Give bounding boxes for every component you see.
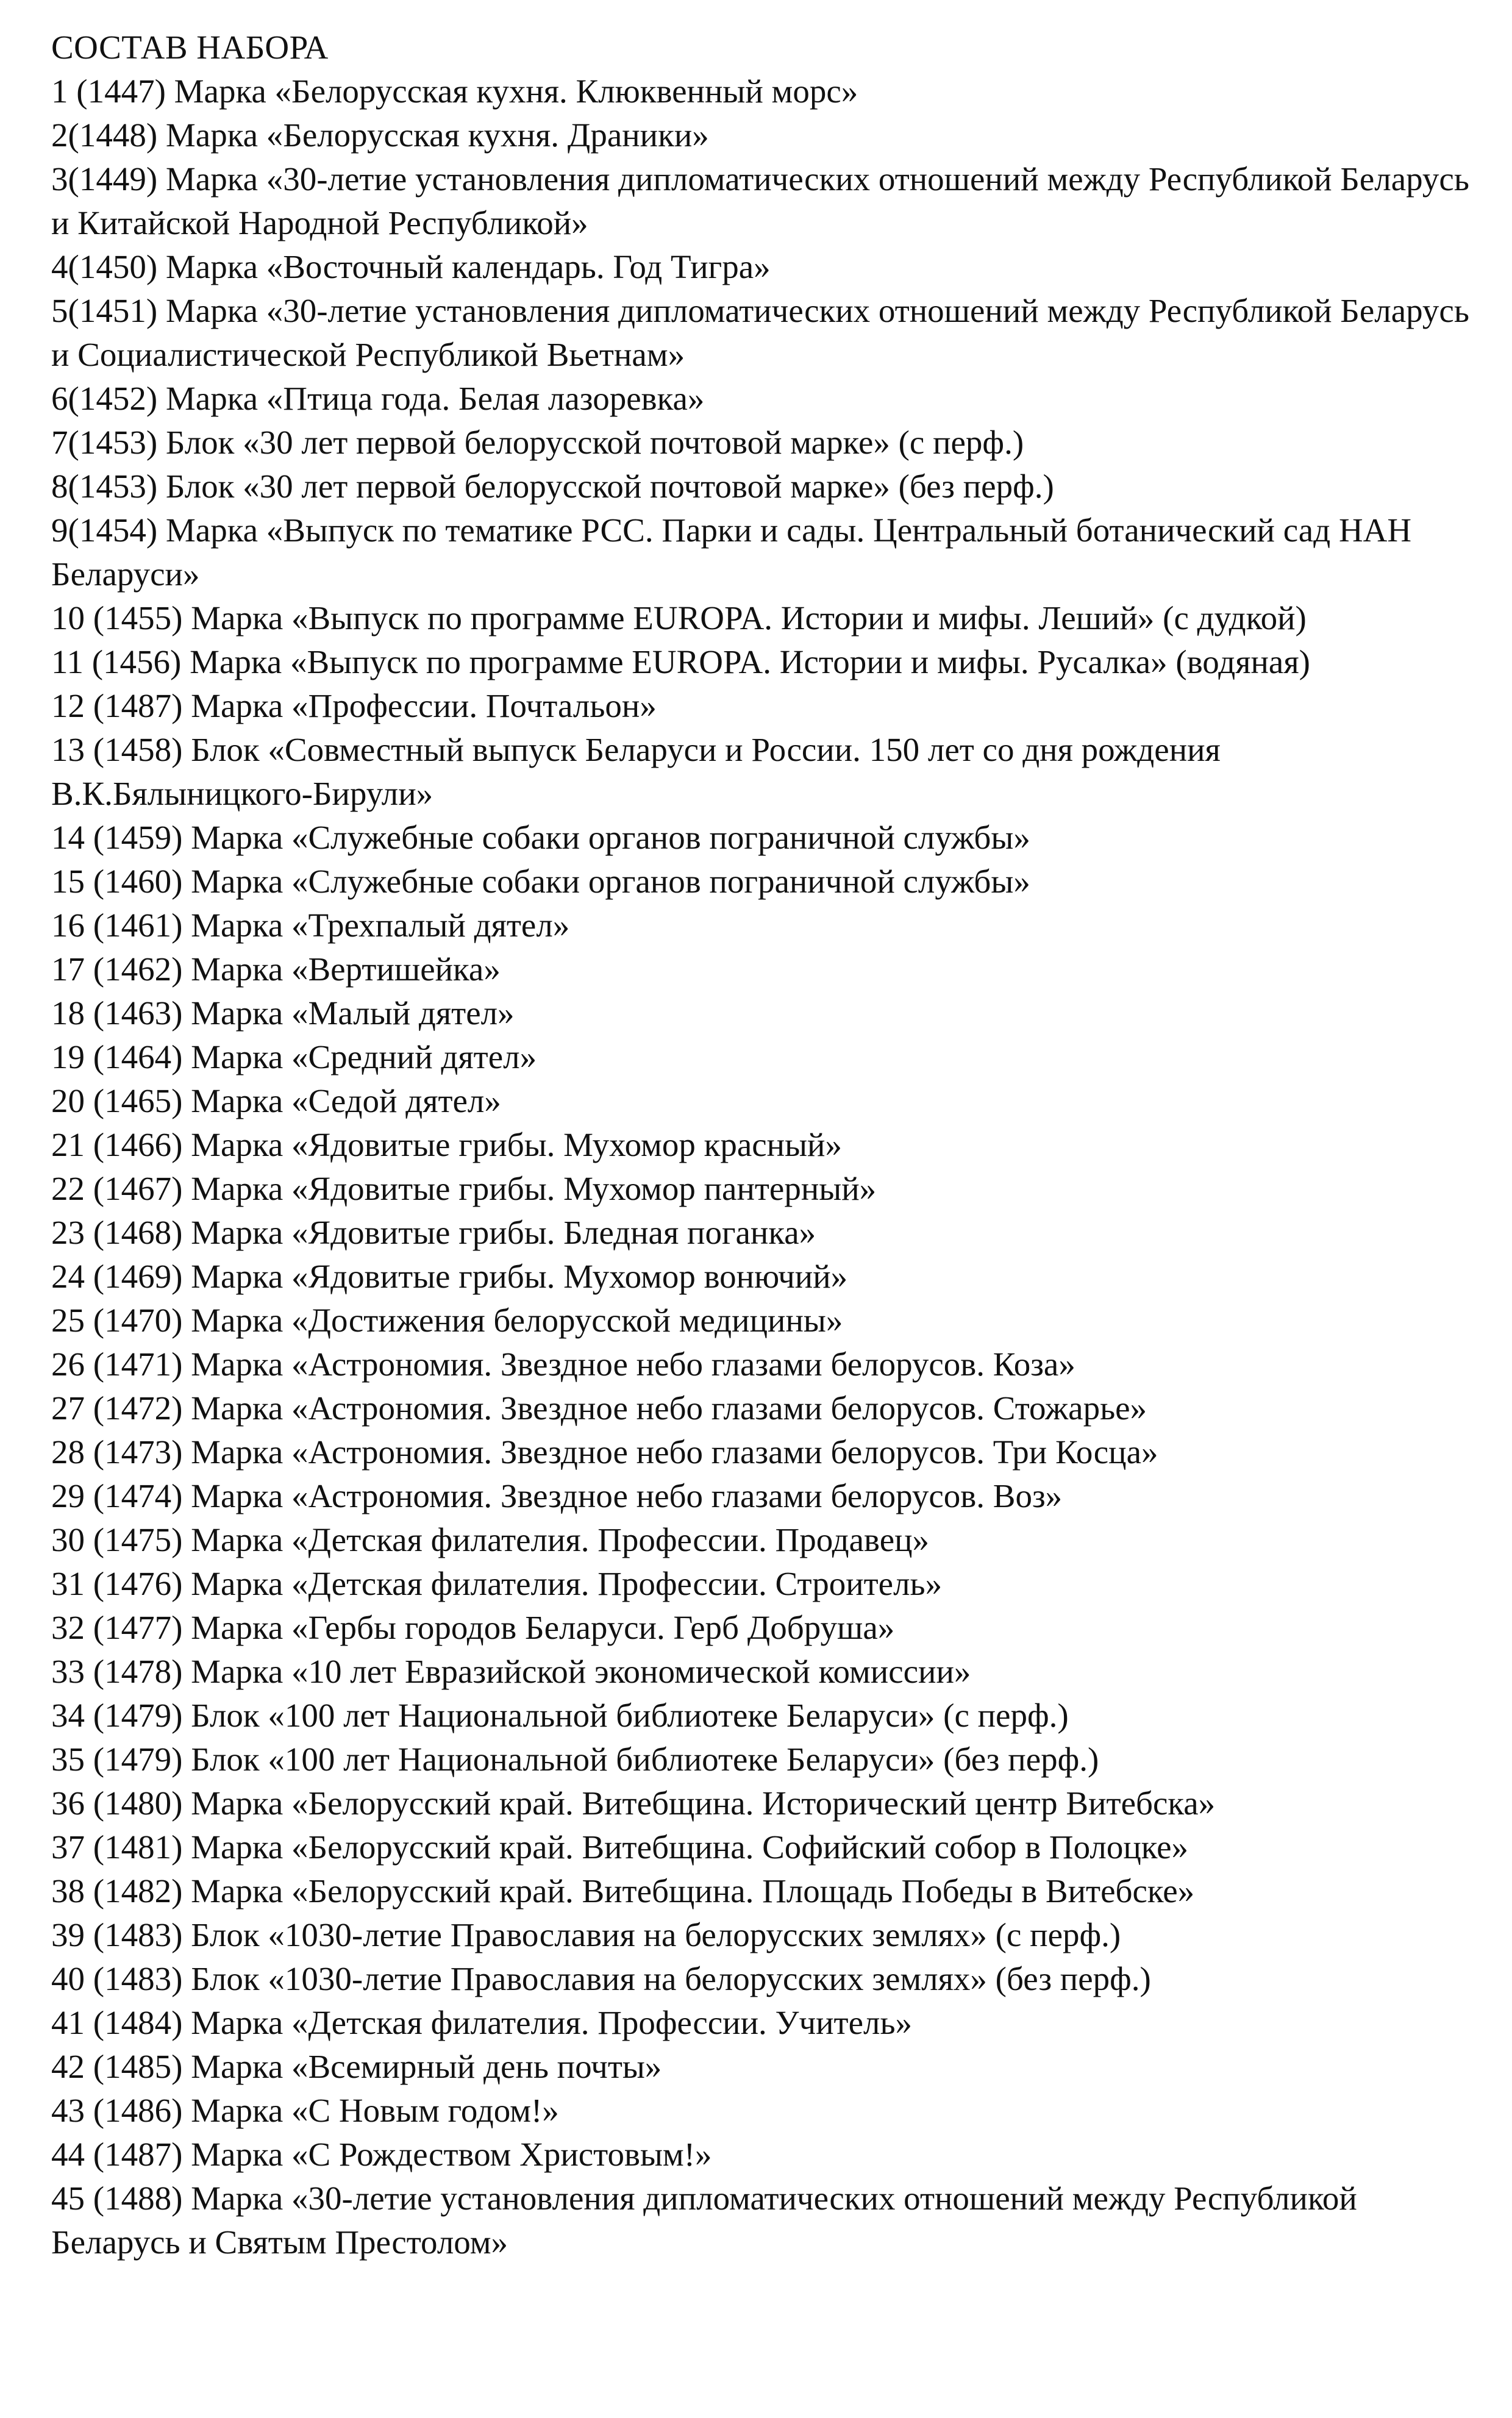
list-item: 4(1450) Марка «Восточный календарь. Год Тигра» [51, 248, 771, 285]
list-item: 45 (1488) Марка «30-летие установления дипломатических отношений между Республикой Беларусь и Святым Престолом» [51, 2180, 1357, 2261]
list-item: 7(1453) Блок «30 лет первой белорусской почтовой марке» (с перф.) [51, 424, 1024, 461]
list-item: 21 (1466) Марка «Ядовитые грибы. Мухомор красный» [51, 1126, 842, 1163]
list-item: 19 (1464) Марка «Средний дятел» [51, 1038, 537, 1075]
document [51, 26, 1478, 2264]
list-item: 35 (1479) Блок «100 лет Национальной библиотеке Беларуси» (без перф.) [51, 1741, 1099, 1778]
document-title: СОСТАВ НАБОРА [51, 29, 329, 66]
item-list [51, 70, 1478, 2264]
list-item: 14 (1459) Марка «Служебные собаки органов пограничной службы» [51, 819, 1030, 856]
list-item: 15 (1460) Марка «Служебные собаки органов пограничной службы» [51, 863, 1030, 900]
list-item: 40 (1483) Блок «1030-летие Православия на белорусских землях» (без перф.) [51, 1960, 1151, 1997]
list-item: 18 (1463) Марка «Малый дятел» [51, 994, 515, 1032]
list-item: 6(1452) Марка «Птица года. Белая лазоревка» [51, 380, 705, 417]
list-item: 31 (1476) Марка «Детская филателия. Профессии. Строитель» [51, 1565, 943, 1602]
list-item: 37 (1481) Марка «Белорусский край. Витебщина. Софийский собор в Полоцке» [51, 1828, 1189, 1866]
list-item: 26 (1471) Марка «Астрономия. Звездное небо глазами белорусов. Коза» [51, 1346, 1075, 1383]
list-item: 5(1451) Марка «30-летие установления дипломатических отношений между Республикой Беларусь и Социалистической Республикой Вьетнам» [51, 292, 1469, 373]
list-item: 22 (1467) Марка «Ядовитые грибы. Мухомор пантерный» [51, 1170, 877, 1207]
list-item: 43 (1486) Марка «С Новым годом!» [51, 2092, 559, 2129]
list-item: 17 (1462) Марка «Вертишейка» [51, 950, 501, 988]
list-item: 11 (1456) Марка «Выпуск по программе EUROPA. Истории и мифы. Русалка» (водяная) [51, 643, 1310, 680]
list-item: 30 (1475) Марка «Детская филателия. Профессии. Продавец» [51, 1521, 930, 1558]
list-item: 29 (1474) Марка «Астрономия. Звездное небо глазами белорусов. Воз» [51, 1477, 1063, 1514]
list-item: 32 (1477) Марка «Гербы городов Беларуси. Герб Добруша» [51, 1609, 895, 1646]
list-item: 39 (1483) Блок «1030-летие Православия на белорусских землях» (с перф.) [51, 1916, 1121, 1953]
list-item: 9(1454) Марка «Выпуск по тематике РСС. Парки и сады. Центральный ботанический сад НАН Беларуси» [51, 512, 1412, 593]
list-item: 34 (1479) Блок «100 лет Национальной библиотеке Беларуси» (с перф.) [51, 1697, 1069, 1734]
list-item: 16 (1461) Марка «Трехпалый дятел» [51, 907, 570, 944]
list-item: 24 (1469) Марка «Ядовитые грибы. Мухомор вонючий» [51, 1258, 848, 1295]
list-item: 38 (1482) Марка «Белорусский край. Витебщина. Площадь Победы в Витебске» [51, 1872, 1195, 1910]
list-item: 36 (1480) Марка «Белорусский край. Витебщина. Исторический центр Витебска» [51, 1785, 1216, 1822]
list-item: 10 (1455) Марка «Выпуск по программе EUROPA. Истории и мифы. Леший» (с дудкой) [51, 599, 1307, 637]
list-item: 25 (1470) Марка «Достижения белорусской медицины» [51, 1302, 843, 1339]
list-item: 28 (1473) Марка «Астрономия. Звездное небо глазами белорусов. Три Косца» [51, 1433, 1158, 1471]
list-item: 20 (1465) Марка «Седой дятел» [51, 1082, 501, 1119]
list-item: 27 (1472) Марка «Астрономия. Звездное небо глазами белорусов. Стожарье» [51, 1389, 1147, 1427]
list-item: 3(1449) Марка «30-летие установления дипломатических отношений между Республикой Беларусь и Китайской Народной Республикой» [51, 160, 1469, 241]
list-item: 8(1453) Блок «30 лет первой белорусской почтовой марке» (без перф.) [51, 468, 1054, 505]
list-item: 23 (1468) Марка «Ядовитые грибы. Бледная поганка» [51, 1214, 816, 1251]
list-item: 33 (1478) Марка «10 лет Евразийской экономической комиссии» [51, 1653, 971, 1690]
list-item: 41 (1484) Марка «Детская филателия. Профессии. Учитель» [51, 2004, 913, 2041]
list-item: 1 (1447) Марка «Белорусская кухня. Клюквенный морс» [51, 73, 858, 110]
list-item: 42 (1485) Марка «Всемирный день почты» [51, 2048, 662, 2085]
list-item: 44 (1487) Марка «С Рождеством Христовым!» [51, 2136, 712, 2173]
list-item: 13 (1458) Блок «Совместный выпуск Беларуси и России. 150 лет со дня рождения В.К.Бялыницкого-Бирули» [51, 731, 1221, 812]
list-item: 2(1448) Марка «Белорусская кухня. Драники» [51, 116, 709, 154]
list-item: 12 (1487) Марка «Профессии. Почтальон» [51, 687, 657, 724]
